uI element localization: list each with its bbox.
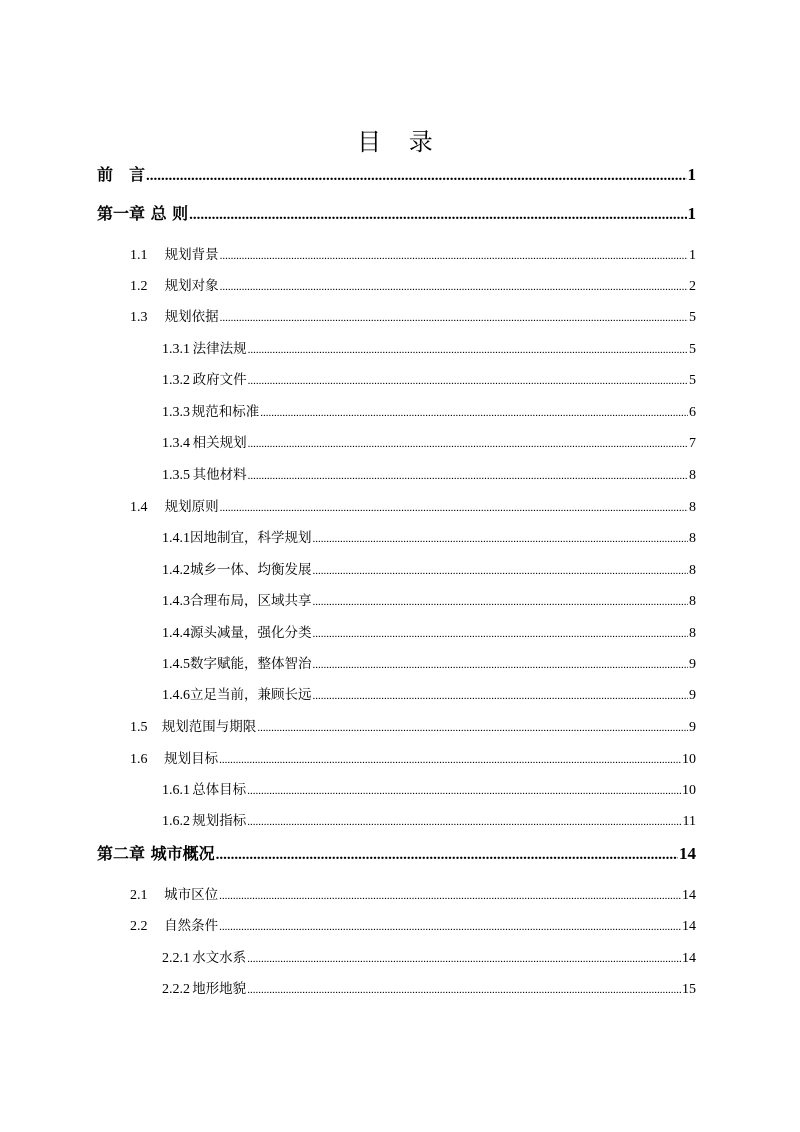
toc-entry-page-number: 10 bbox=[682, 783, 696, 798]
toc-entry-number: 1.4.2 bbox=[162, 563, 190, 578]
dot-leader bbox=[219, 754, 681, 766]
toc-entry-number: 1.5 bbox=[130, 720, 148, 735]
toc-entry-page-number: 1 bbox=[687, 165, 696, 184]
toc-entry-label: 第一章 总 则 bbox=[97, 204, 189, 223]
toc-entry-number: 1.6.2 bbox=[162, 814, 190, 829]
toc-entry-page-number: 5 bbox=[689, 342, 696, 357]
toc-entry-page-number: 14 bbox=[679, 844, 696, 863]
toc-entry-label: 规划依据 bbox=[164, 309, 219, 325]
toc-entry-label: 因地制宜，科学规划 bbox=[190, 530, 312, 546]
toc-subsection-entry[interactable] bbox=[162, 463, 696, 484]
toc-entry-number: 1.3 bbox=[130, 310, 148, 325]
toc-entry-number: 1.2 bbox=[130, 279, 148, 294]
toc-subsection-entry[interactable] bbox=[162, 526, 696, 547]
toc-entry-label: 自然条件 bbox=[164, 918, 219, 934]
toc-subsection-entry[interactable] bbox=[162, 621, 696, 642]
toc-entry-label: 城市区位 bbox=[164, 887, 219, 903]
dot-leader bbox=[313, 628, 689, 640]
toc-entry-label: 总体目标 bbox=[192, 782, 247, 798]
toc-entry-page-number: 8 bbox=[689, 563, 696, 578]
toc-entry-page-number: 14 bbox=[682, 919, 696, 934]
toc-entry-label: 法律法规 bbox=[192, 341, 247, 357]
dot-leader bbox=[220, 281, 688, 293]
toc-entry-number: 1.4 bbox=[130, 500, 148, 515]
toc-entry-page-number: 5 bbox=[689, 373, 696, 388]
dot-leader bbox=[216, 847, 678, 864]
dot-leader bbox=[220, 250, 688, 262]
toc-entry-page-number: 5 bbox=[689, 310, 696, 325]
toc-entry-number: 2.2.1 bbox=[162, 951, 190, 966]
dot-leader bbox=[260, 407, 688, 419]
toc-entry-label: 数字赋能，整体智治 bbox=[190, 656, 312, 672]
dot-leader bbox=[220, 312, 688, 324]
toc-entry-label: 前 言 bbox=[97, 165, 146, 184]
toc-entry-page-number: 8 bbox=[689, 500, 696, 515]
toc-subsection-entry[interactable] bbox=[162, 683, 696, 704]
toc-entry-page-number: 11 bbox=[682, 814, 696, 829]
toc-section-entry[interactable] bbox=[130, 495, 696, 516]
toc-entry-number: 1.4.5 bbox=[162, 657, 190, 672]
dot-leader bbox=[247, 984, 681, 996]
toc-subsection-entry[interactable] bbox=[162, 778, 696, 799]
toc-entry-number: 1.3.4 bbox=[162, 436, 190, 451]
dot-leader bbox=[146, 168, 686, 185]
toc-chapter-entry[interactable] bbox=[97, 841, 696, 864]
toc-entry-number: 1.4.6 bbox=[162, 688, 190, 703]
toc-entry-label: 合理布局，区域共享 bbox=[190, 593, 312, 609]
toc-entry-number: 1.3.2 bbox=[162, 373, 190, 388]
toc-entry-label: 水文水系 bbox=[192, 950, 247, 966]
toc-entry-number: 1.6 bbox=[130, 752, 148, 767]
toc-entry-page-number: 14 bbox=[682, 888, 696, 903]
toc-entry-page-number: 2 bbox=[689, 279, 696, 294]
dot-leader bbox=[248, 344, 688, 356]
toc-entry-number: 2.2 bbox=[130, 919, 148, 934]
toc-section-entry[interactable] bbox=[130, 274, 696, 295]
dot-leader bbox=[257, 722, 688, 734]
dot-leader bbox=[313, 565, 689, 577]
toc-entry-number: 2.2.2 bbox=[162, 982, 190, 997]
toc-subsection-entry[interactable] bbox=[162, 400, 696, 421]
toc-entry-label: 其他材料 bbox=[192, 467, 247, 483]
dot-leader bbox=[247, 785, 681, 797]
toc-entry-number: 1.4.1 bbox=[162, 531, 190, 546]
toc-entry-number: 1.6.1 bbox=[162, 783, 190, 798]
toc-entry-label: 政府文件 bbox=[192, 372, 247, 388]
toc-entry-page-number: 7 bbox=[689, 436, 696, 451]
dot-leader bbox=[219, 921, 681, 933]
toc-entry-number: 1.1 bbox=[130, 248, 148, 263]
toc-entry-page-number: 1 bbox=[689, 248, 696, 263]
dot-leader bbox=[219, 890, 681, 902]
toc-section-entry[interactable] bbox=[130, 305, 696, 326]
toc-entry-page-number: 8 bbox=[689, 626, 696, 641]
dot-leader bbox=[220, 502, 688, 514]
toc-entry-page-number: 8 bbox=[689, 594, 696, 609]
dot-leader bbox=[248, 470, 688, 482]
dot-leader bbox=[313, 659, 689, 671]
toc-entry-label: 源头减量，强化分类 bbox=[190, 625, 312, 641]
toc-entry-number: 1.3.3 bbox=[162, 405, 190, 420]
toc-chapter-entry[interactable] bbox=[97, 162, 696, 185]
toc-subsection-entry[interactable] bbox=[162, 977, 696, 998]
toc-title: 目 录 bbox=[357, 128, 443, 156]
dot-leader bbox=[189, 207, 686, 224]
dot-leader bbox=[248, 438, 688, 450]
toc-entry-page-number: 9 bbox=[689, 688, 696, 703]
dot-leader bbox=[248, 375, 688, 387]
toc-subsection-entry[interactable] bbox=[162, 337, 696, 358]
toc-entry-page-number: 9 bbox=[689, 657, 696, 672]
toc-section-entry[interactable] bbox=[130, 243, 696, 264]
toc-entry-page-number: 8 bbox=[689, 531, 696, 546]
toc-entry-page-number: 9 bbox=[689, 720, 696, 735]
toc-entry-label: 相关规划 bbox=[192, 435, 247, 451]
toc-subsection-entry[interactable] bbox=[162, 368, 696, 389]
toc-entry-label: 地形地貌 bbox=[192, 981, 247, 997]
toc-entry-number: 1.4.4 bbox=[162, 626, 190, 641]
toc-entry-label: 立足当前，兼顾长远 bbox=[190, 687, 312, 703]
toc-subsection-entry[interactable] bbox=[162, 946, 696, 967]
toc-entry-label: 规划原则 bbox=[164, 499, 219, 515]
toc-section-entry[interactable] bbox=[130, 914, 696, 935]
toc-subsection-entry[interactable] bbox=[162, 431, 696, 452]
toc-chapter-entry[interactable] bbox=[97, 201, 696, 224]
dot-leader bbox=[313, 690, 689, 702]
toc-section-entry[interactable] bbox=[130, 747, 696, 768]
toc-entry-number: 2.1 bbox=[130, 888, 148, 903]
toc-entry-label: 规划目标 bbox=[164, 751, 219, 767]
toc-entry-label: 规划范围与期限 bbox=[161, 719, 257, 735]
toc-section-entry[interactable] bbox=[130, 883, 696, 904]
toc-entry-number: 1.3.1 bbox=[162, 342, 190, 357]
dot-leader bbox=[313, 596, 689, 608]
toc-entry-page-number: 6 bbox=[689, 405, 696, 420]
toc-entry-number: 1.3.5 bbox=[162, 468, 190, 483]
toc-entry-label: 规划指标 bbox=[192, 813, 247, 829]
toc-entry-label: 规范和标准 bbox=[191, 404, 260, 420]
toc-entry-number: 1.4.3 bbox=[162, 594, 190, 609]
dot-leader bbox=[247, 816, 681, 828]
toc-entry-label: 城乡一体、均衡发展 bbox=[190, 562, 312, 578]
toc-entry-page-number: 10 bbox=[682, 752, 696, 767]
toc-entry-label: 第二章 城市概况 bbox=[97, 844, 215, 863]
toc-section-entry[interactable] bbox=[130, 715, 696, 736]
toc-entry-page-number: 15 bbox=[682, 982, 696, 997]
toc-entry-label: 规划对象 bbox=[164, 278, 219, 294]
dot-leader bbox=[247, 953, 681, 965]
toc-subsection-entry[interactable] bbox=[162, 652, 696, 673]
dot-leader bbox=[313, 533, 689, 545]
toc-subsection-entry[interactable] bbox=[162, 558, 696, 579]
toc-entry-page-number: 8 bbox=[689, 468, 696, 483]
toc-subsection-entry[interactable] bbox=[162, 809, 696, 830]
toc-entry-page-number: 1 bbox=[687, 204, 696, 223]
toc-entry-page-number: 14 bbox=[682, 951, 696, 966]
toc-entry-label: 规划背景 bbox=[164, 247, 219, 263]
toc-subsection-entry[interactable] bbox=[162, 589, 696, 610]
